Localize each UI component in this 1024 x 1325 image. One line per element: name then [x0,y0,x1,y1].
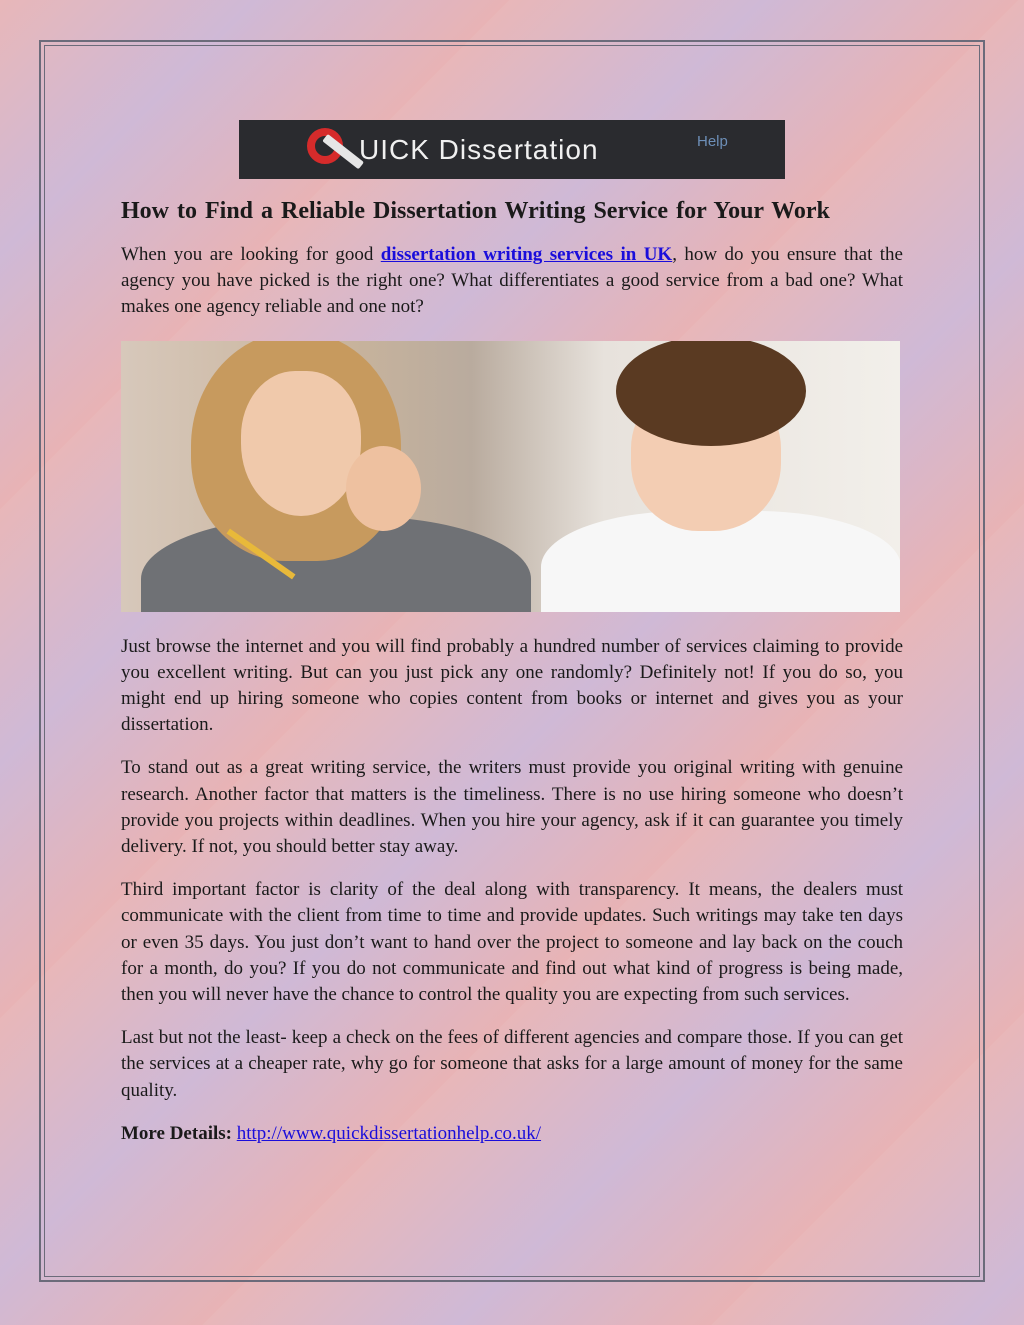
paragraph-2: To stand out as a great writing service, the writers must provide you original writing with genuine research. Another factor that matters is the timeliness. There is no use hiring someone who doesn’t provide you projects within deadlines. When you hire your agency, ask if it can guarantee you timely delivery. If not, you should better stay away. [121,757,903,858]
photo-girl-face [241,371,361,516]
more-details [121,1121,903,1147]
intro-paragraph [121,242,903,321]
website-link[interactable]: http://www.quickdissertationhelp.co.uk/ [236,1122,542,1144]
photo-girl-hand [346,446,421,531]
paragraph-4: Last but not the least- keep a check on the fees of different agencies and compare those. If you can get the services at a cheaper rate, why go for someone that asks for a large amount of money for the same quality. [121,1027,903,1101]
dissertation-services-link[interactable]: dissertation writing services in UK [380,244,673,265]
paragraph-1: Just browse the internet and you will find probably a hundred number of services claiming to provide you excellent writing. But can you just pick any one randomly? Definitely not! If you do so, you might end up hiring someone who copies content from books or internet and gives you as your dissertation. [121,635,903,736]
article-title: How to Find a Reliable Dissertation Writing Service for Your Work [121,198,830,224]
intro-text-start: When you are looking for good [121,244,381,265]
more-details-label: More Details: [121,1122,232,1144]
intro-text-end: , how do you ensure that the agency you have picked is the right one? What differentiates a good service from a bad one? What makes one agency reliable and one not? [121,244,903,318]
paragraph-3: Third important factor is clarity of the deal along with transparency. It means, the dealers must communicate with the client from time to time and provide updates. Such writings may take ten days or even 35 days. You just don’t want to hand over the project to someone and lay back on the couch for a month, do you? If you do not communicate and find out what kind of progress is being made, then you will never have the chance to control the quality you are expecting from such services. [121,879,903,1006]
photo-boy-hair [616,341,806,446]
students-photo [121,341,900,612]
logo-help-text: Help [697,133,728,150]
quick-dissertation-logo [239,120,785,179]
logo-text: UICK Dissertation [359,134,599,165]
article-body [121,196,903,1147]
